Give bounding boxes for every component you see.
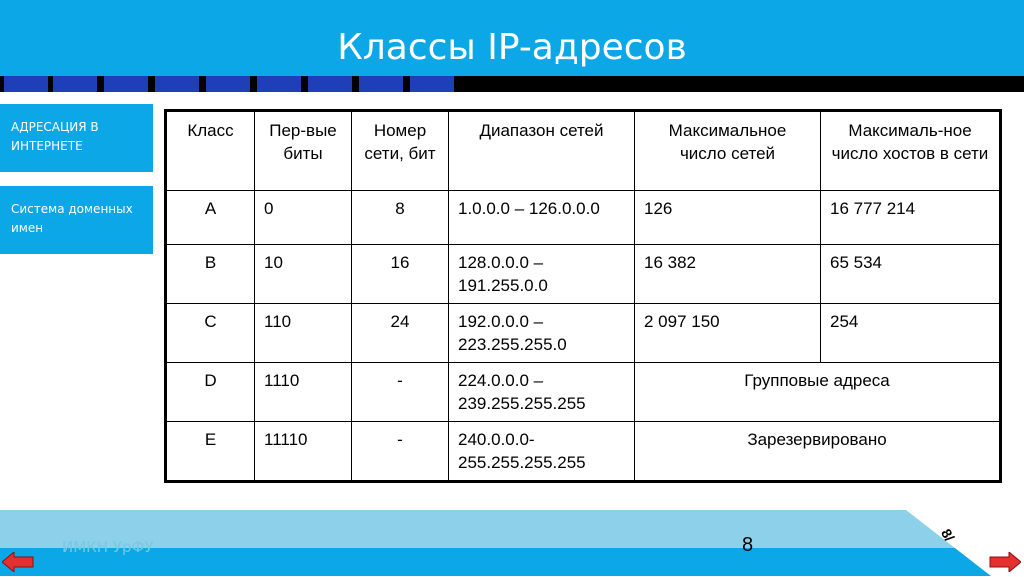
column-header: Диапазон сетей <box>449 111 635 191</box>
slide-title: Классы IP-адресов <box>337 27 687 68</box>
table-row <box>166 191 1001 245</box>
cell-class: D <box>166 363 255 422</box>
ip-classes-table <box>164 109 1002 483</box>
cell-net-bits: 16 <box>352 245 449 304</box>
cell-first-bits: 11110 <box>255 422 352 482</box>
table-row <box>166 304 1001 363</box>
cell-net-bits: 8 <box>352 191 449 245</box>
cell-merged-note: Зарезервировано <box>635 422 1001 482</box>
table-header-row <box>166 111 1001 191</box>
stripe-block <box>410 76 454 92</box>
cell-max-hosts: 254 <box>821 304 1001 363</box>
cell-range: 1.0.0.0 – 126.0.0.0 <box>449 191 635 245</box>
stripe-block <box>257 76 301 92</box>
stripe-block <box>206 76 250 92</box>
sidebar-item-addressing[interactable] <box>0 104 153 172</box>
cell-max-hosts: 16 777 214 <box>821 191 1001 245</box>
stripe-block <box>53 76 97 92</box>
cell-range: 240.0.0.0- 255.255.255.255 <box>449 422 635 482</box>
cell-max-networks: 2 097 150 <box>635 304 821 363</box>
arrow-left-icon[interactable] <box>2 552 34 572</box>
header-stripe <box>0 76 1024 92</box>
cell-class: A <box>166 191 255 245</box>
stripe-block <box>4 76 48 92</box>
slide-header <box>0 0 1024 76</box>
cell-range: 128.0.0.0 – 191.255.0.0 <box>449 245 635 304</box>
arrow-right-icon[interactable] <box>989 552 1021 572</box>
cell-class: C <box>166 304 255 363</box>
column-header: Номер сети, бит <box>352 111 449 191</box>
stripe-block <box>308 76 352 92</box>
column-header: Пер-вые биты <box>255 111 352 191</box>
cell-max-networks: 126 <box>635 191 821 245</box>
stripe-block <box>359 76 403 92</box>
cell-max-networks: 16 382 <box>635 245 821 304</box>
sidebar-item-dns[interactable] <box>0 186 153 254</box>
cell-first-bits: 0 <box>255 191 352 245</box>
cell-first-bits: 10 <box>255 245 352 304</box>
cell-first-bits: 110 <box>255 304 352 363</box>
page-number-rotated: 8/ <box>937 525 958 545</box>
footer-organization: ИМКН УрФУ <box>62 538 154 556</box>
column-header: Класс <box>166 111 255 191</box>
cell-class: E <box>166 422 255 482</box>
cell-range: 224.0.0.0 – 239.255.255.255 <box>449 363 635 422</box>
page-number: 8 <box>742 534 754 556</box>
cell-class: B <box>166 245 255 304</box>
stripe-block <box>104 76 148 92</box>
cell-range: 192.0.0.0 – 223.255.255.0 <box>449 304 635 363</box>
stripe-block <box>155 76 199 92</box>
cell-first-bits: 1110 <box>255 363 352 422</box>
column-header: Максималь-ное число хостов в сети <box>821 111 1001 191</box>
slide-footer <box>0 510 1024 576</box>
cell-net-bits: 24 <box>352 304 449 363</box>
sidebar-item-label: АДРЕСАЦИЯ В ИНТЕРНЕТЕ <box>11 120 99 153</box>
sidebar-item-label: Система доменных имен <box>11 202 133 235</box>
table-row <box>166 363 1001 422</box>
cell-max-hosts: 65 534 <box>821 245 1001 304</box>
table-row <box>166 422 1001 482</box>
cell-net-bits: - <box>352 363 449 422</box>
table-row <box>166 245 1001 304</box>
footer-band <box>0 548 1024 576</box>
column-header: Максимальное число сетей <box>635 111 821 191</box>
cell-net-bits: - <box>352 422 449 482</box>
cell-merged-note: Групповые адреса <box>635 363 1001 422</box>
